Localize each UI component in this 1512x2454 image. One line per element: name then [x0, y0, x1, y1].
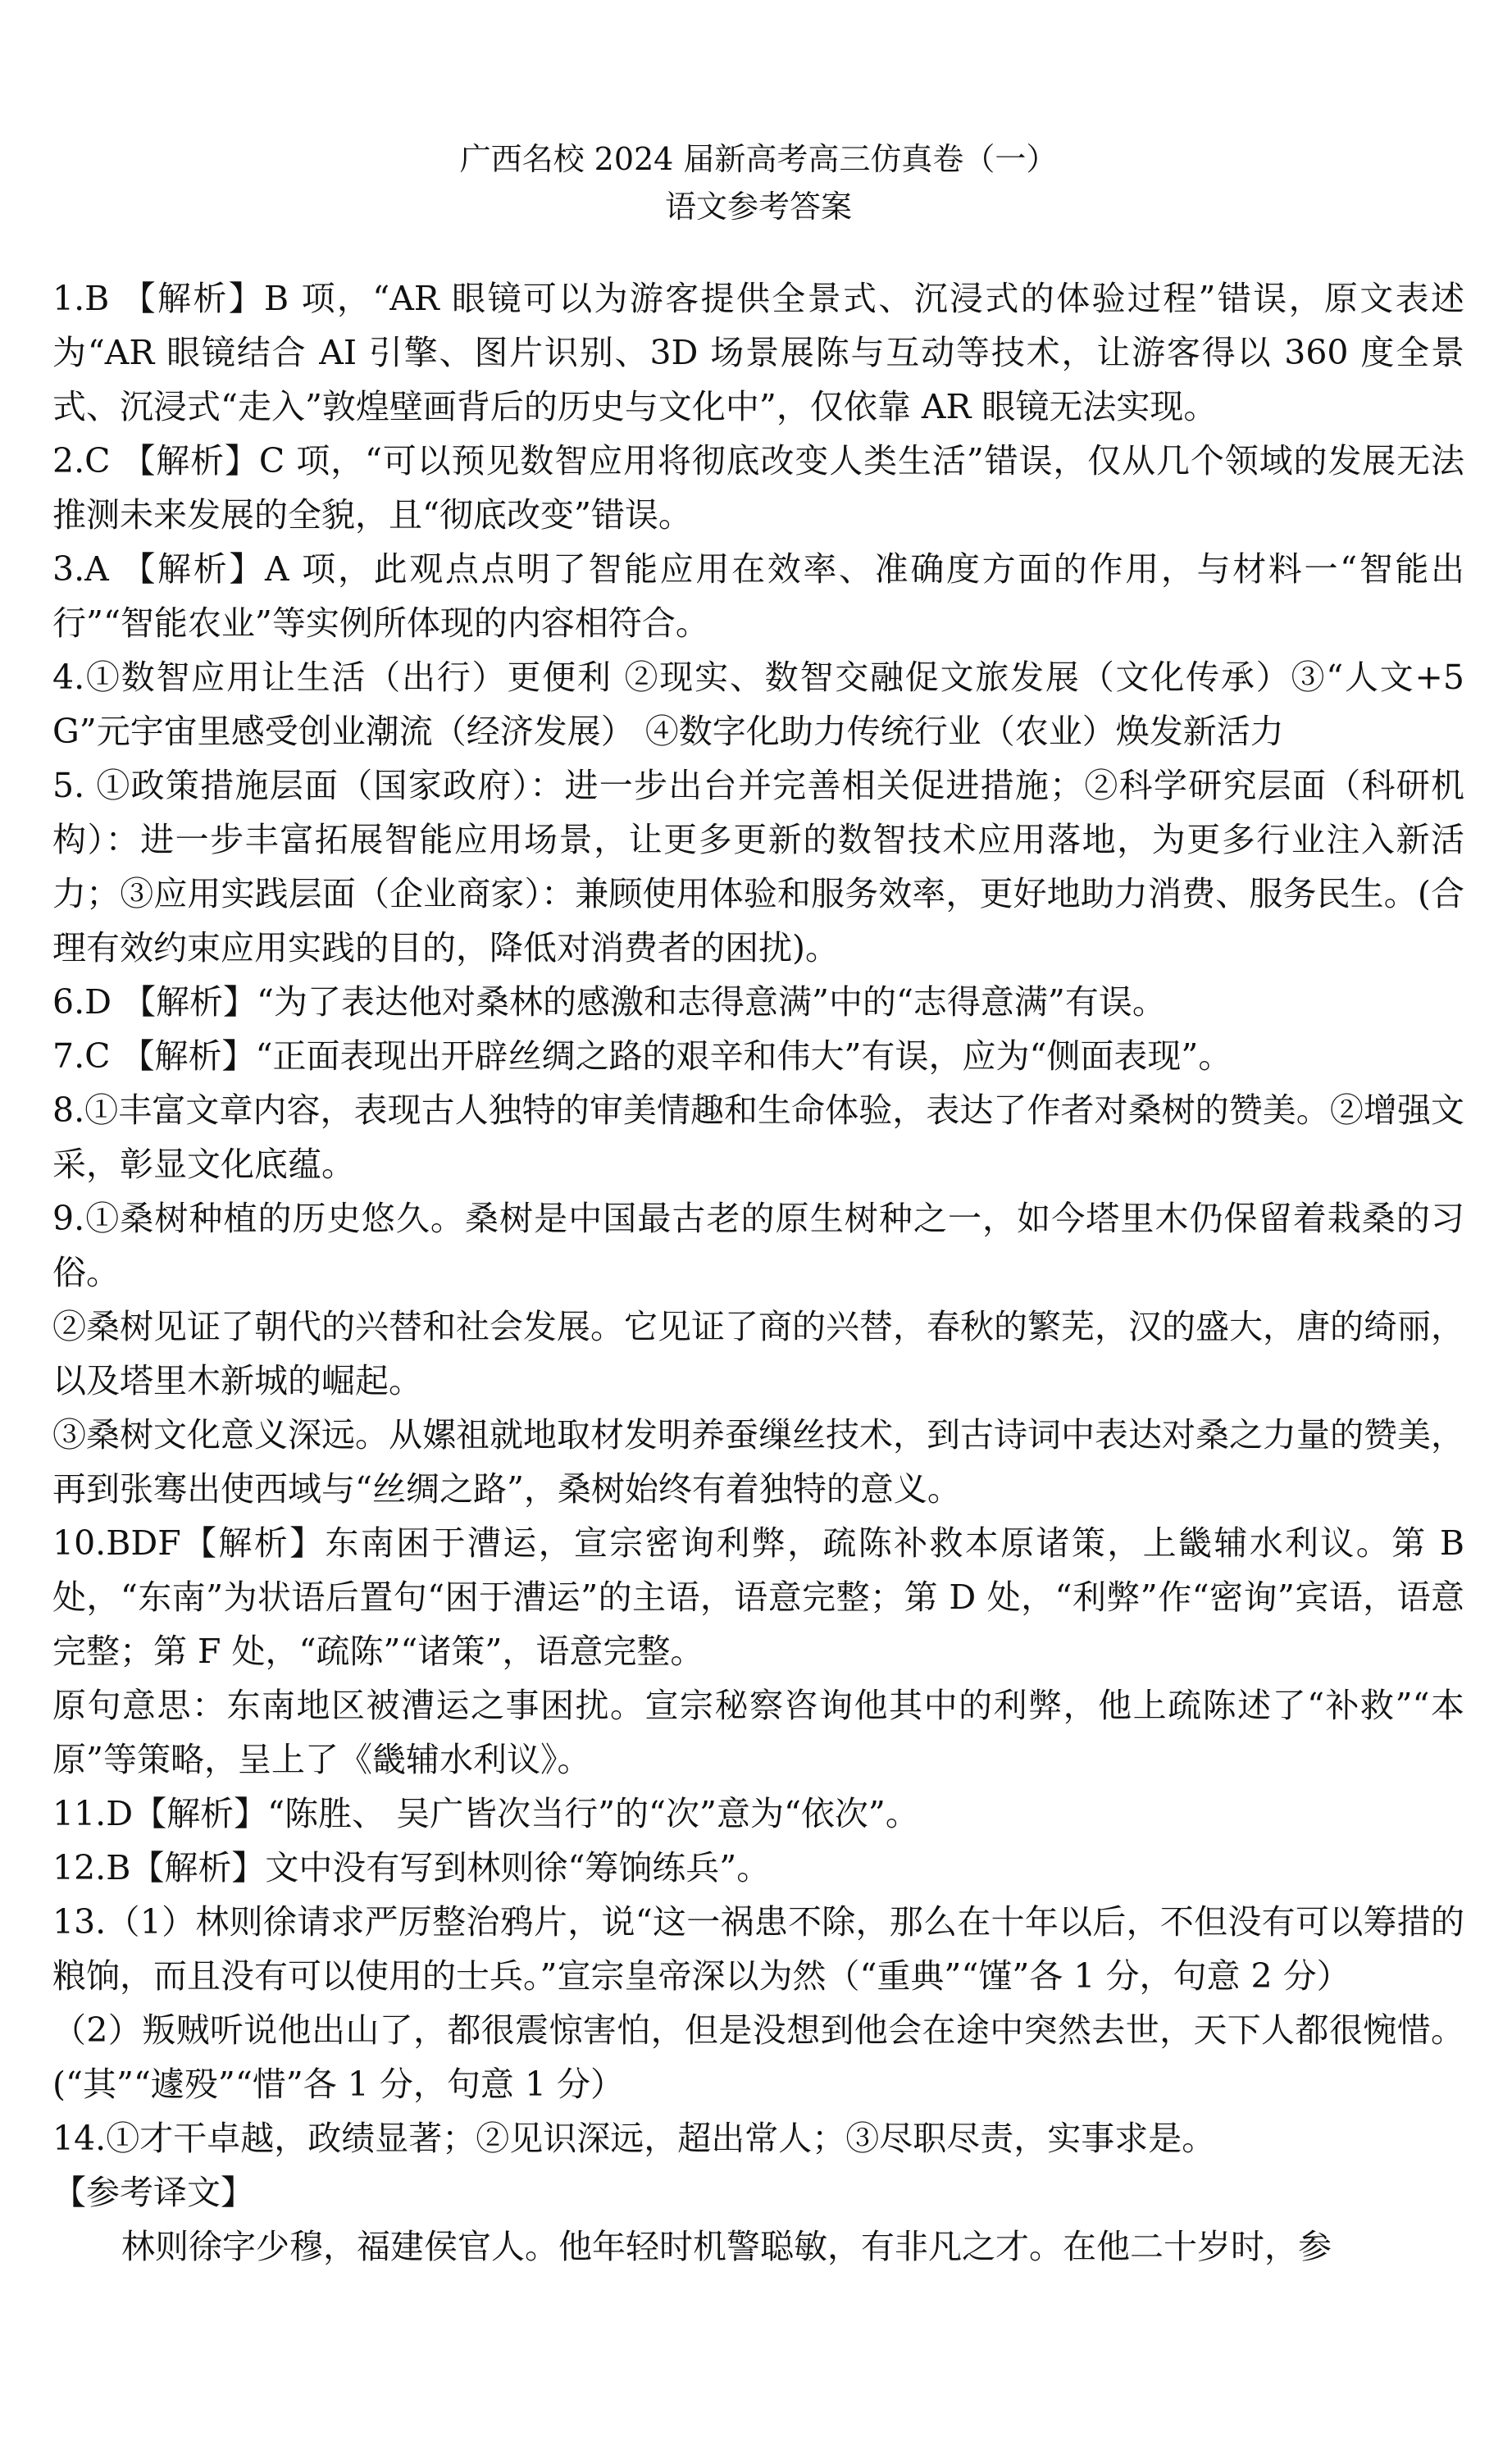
answer-q11: 11.D【解析】“陈胜、 吴广皆次当行”的“次”意为“依次”。 — [52, 1794, 919, 1833]
answer-q9-point3: ③桑树文化意义深远。从嫘祖就地取材发明养蚕缫丝技术，到古诗词中表达对桑之力量的赞美，再到张骞出使西域与“丝绸之路”，桑树始终有着独特的意义。 — [52, 1415, 1464, 1509]
answer-q10: 10.BDF【解析】东南困于漕运，宣宗密询利弊，疏陈补救本原诸策，上畿辅水利议。第 B 处，“东南”为状语后置句“困于漕运”的主语，语意完整；第 D 处，“利弊”作“密询”宾语，语意完整；第 F 处，“疏陈”“诸策”，语意完整。 — [52, 1523, 1464, 1671]
answer-q10-meaning: 原句意思：东南地区被漕运之事困扰。宣宗秘察咨询他其中的利弊，他上疏陈述了“补救”“本原”等策略，呈上了《畿辅水利议》。 — [52, 1686, 1464, 1779]
answer-q3: 3.A 【解析】A 项，此观点点明了智能应用在效率、准确度方面的作用，与材料一“智能出行”“智能农业”等实例所体现的内容相符合。 — [52, 549, 1464, 643]
answer-q12: 12.B【解析】文中没有写到林则徐“筹饷练兵”。 — [52, 1848, 771, 1887]
answer-q6: 6.D 【解析】“为了表达他对桑林的感激和志得意满”中的“志得意满”有误。 — [52, 982, 1166, 1022]
document-title: 广西名校 2024 届新高考高三仿真卷（一） — [459, 141, 1058, 177]
answer-q13-part2: （2）叛贼听说他出山了，都很震惊害怕，但是没想到他会在途中突然去世，天下人都很惋惜。(“其”“遽殁”“惜”各 1 分，句意 1 分） — [52, 2010, 1464, 2104]
answer-q5: 5. ①政策措施层面（国家政府）：进一步出台并完善相关促进措施；②科学研究层面（科研机构）：进一步丰富拓展智能应用场景，让更多更新的数智技术应用落地，为更多行业注入新活力；③应用实践层面（企业商家）：兼顾使用体验和服务效率，更好地助力消费、服务民生。(合理有效约束应用实践的目的，降低对消费者的困扰)。 — [52, 766, 1464, 967]
answer-q9-point1: 9.①桑树种植的历史悠久。桑树是中国最古老的原生树种之一，如今塔里木仍保留着栽桑的习俗。 — [52, 1199, 1464, 1292]
translation-heading: 【参考译文】 — [52, 2173, 254, 2212]
answer-q13-part1: 13.（1）林则徐请求严厉整治鸦片，说“这一祸患不除，那么在十年以后，不但没有可以筹措的粮饷，而且没有可以使用的士兵。”宣宗皇帝深以为然（“重典”“馑”各 1 分，句意 2 分） — [52, 1902, 1464, 1996]
answer-q14: 14.①才干卓越，政绩显著；②见识深远，超出常人；③尽职尽责，实事求是。 — [52, 2119, 1216, 2158]
answer-list — [52, 271, 1464, 2274]
answer-q4: 4.①数智应用让生活（出行）更便利 ②现实、数智交融促文旅发展（文化传承）③“人文+5G”元宇宙里感受创业潮流（经济发展） ④数字化助力传统行业（农业）焕发新活力 — [52, 658, 1464, 751]
answer-q7: 7.C 【解析】“正面表现出开辟丝绸之路的艰辛和伟大”有误，应为“侧面表现”。 — [52, 1036, 1232, 1076]
document-subtitle: 语文参考答案 — [664, 189, 852, 225]
answer-q1: 1.B 【解析】B 项，“AR 眼镜可以为游客提供全景式、沉浸式的体验过程”错误，原文表述为“AR 眼镜结合 AI 引擎、图片识别、3D 场景展陈与互动等技术，让游客得以 360 度全景式、沉浸式“走入”敦煌壁画背后的历史与文化中”，仅依靠 AR 眼镜无法实现。 — [52, 279, 1464, 426]
translation-text: 林则徐字少穆，福建侯官人。他年轻时机警聪敏，有非凡之才。在他二十岁时，参 — [121, 2227, 1332, 2266]
answer-q2: 2.C 【解析】C 项，“可以预见数智应用将彻底改变人类生活”错误，仅从几个领域的发展无法推测未来发展的全貌，且“彻底改变”错误。 — [52, 441, 1464, 535]
answer-q8: 8.①丰富文章内容，表现古人独特的审美情趣和生命体验，表达了作者对桑树的赞美。②增强文采，彰显文化底蕴。 — [52, 1090, 1464, 1184]
answer-q9-point2: ②桑树见证了朝代的兴替和社会发展。它见证了商的兴替，春秋的繁芜，汉的盛大，唐的绮丽，以及塔里木新城的崛起。 — [52, 1307, 1464, 1400]
